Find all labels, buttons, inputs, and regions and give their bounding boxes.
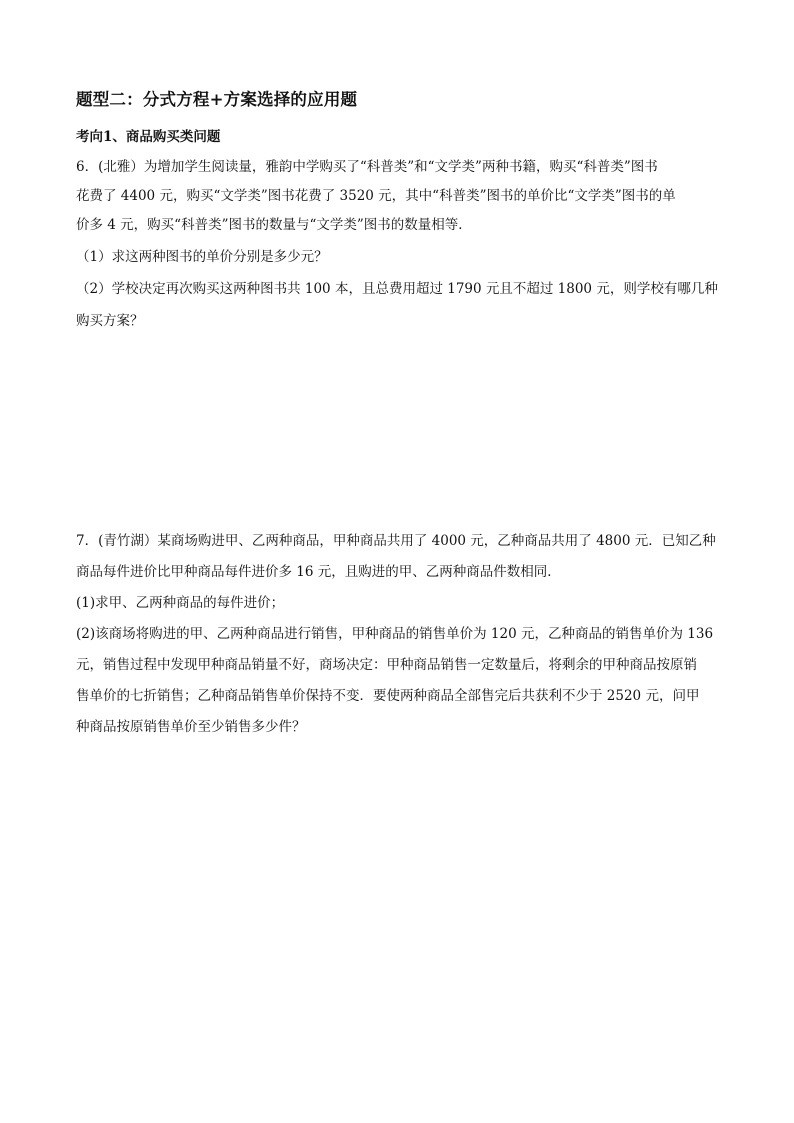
- problem6-line-1: 6．(北雅）为增加学生阅读量，雅韵中学购买了“科普类”和“文学类”两种书籍，购买“科普类”图书: [76, 159, 658, 175]
- problem6-question-2: （2）学校决定再次购买这两种图书共 100 本，且总费用超过 1790 元且不超过 1800 元，则学校有哪几种: [76, 281, 718, 297]
- problem7-line-1: 7．(青竹湖）某商场购进甲、乙两种商品，甲种商品共用了 4000 元，乙种商品共用了 4800 元．已知乙种: [76, 533, 716, 549]
- problem7-question-2-cont-3: 种商品按原销售单价至少销售多少件？: [76, 719, 306, 735]
- section-title: 题型二：分式方程+方案选择的应用题: [76, 90, 358, 109]
- problem6-line-3: 价多 4 元，购买“科普类”图书的数量与“文学类”图书的数量相等．: [76, 217, 472, 233]
- problem6-question-1: （1）求这两种图书的单价分别是多少元？: [76, 249, 328, 265]
- problem6-line-2: 花费了 4400 元，购买“文学类”图书花费了 3520 元，其中“科普类”图书的单价比“文学类”图书的单: [76, 188, 676, 204]
- problem7-question-2-cont-2: 售单价的七折销售；乙种商品销售单价保持不变．要使两种商品全部售完后共获利不少于 2520 元，问甲: [76, 688, 700, 704]
- problem6-question-2-cont: 购买方案？: [76, 313, 144, 329]
- sub-title: 考向1、商品购买类问题: [76, 129, 221, 145]
- problem7-question-1: (1)求甲、乙两种商品的每件进价；: [76, 595, 285, 611]
- problem7-question-2: (2)该商场将购进的甲、乙两种商品进行销售，甲种商品的销售单价为 120 元，乙种商品的销售单价为 136: [76, 626, 714, 642]
- problem7-line-2: 商品每件进价比甲种商品每件进价多 16 元，且购进的甲、乙两种商品件数相同．: [76, 564, 561, 580]
- problem7-question-2-cont-1: 元，销售过程中发现甲种商品销量不好，商场决定：甲种商品销售一定数量后，将剩余的甲种商品按原销: [76, 657, 697, 673]
